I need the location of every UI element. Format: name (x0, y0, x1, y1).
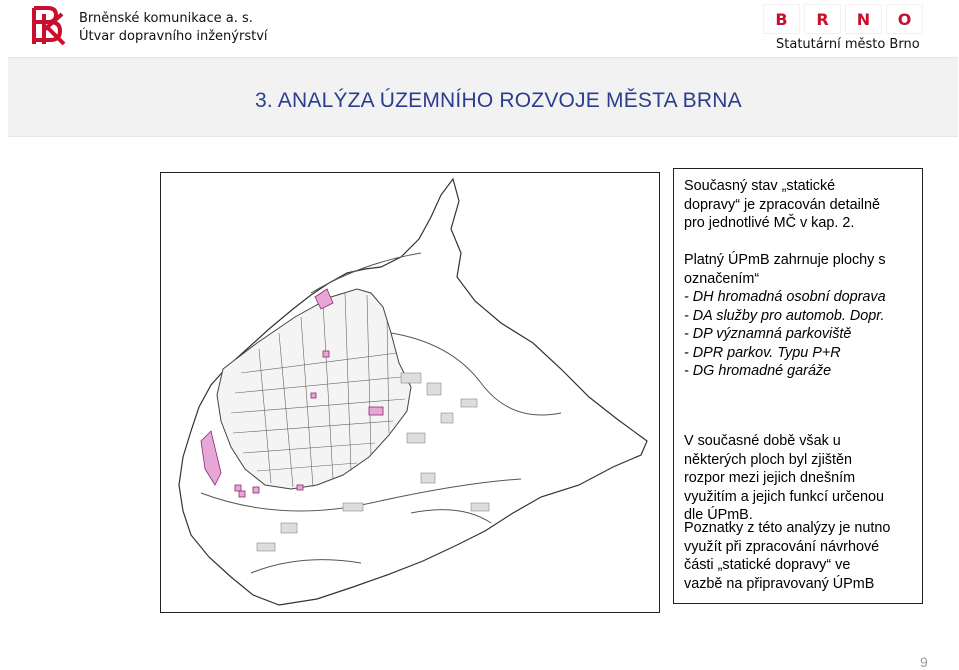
city-district-map (161, 173, 659, 612)
parking-area (297, 485, 303, 490)
text-line: Platný ÚPmB zahrnuje plochy s (684, 252, 886, 268)
paragraph-conclusion (684, 519, 920, 593)
text-line: Současný stav „statické (684, 178, 836, 194)
brno-logo (763, 4, 923, 34)
parking-area (235, 485, 241, 491)
area-code-item: - DA služby pro automob. Dopr. (684, 307, 885, 324)
text-line: některých ploch byl zjištěn (684, 451, 852, 468)
text-line: V současné době však u (684, 433, 841, 449)
info-text-box (673, 168, 923, 604)
area-code-item: - DP významná parkoviště (684, 326, 852, 342)
paragraph-upmb-areas (684, 251, 920, 381)
organization-name (79, 10, 268, 46)
city-name: Statutární město Brno (776, 37, 920, 52)
text-line: označením“ (684, 270, 760, 287)
paragraph-discrepancy (684, 432, 920, 525)
text-line: využitím a jejich funkcí určenou (684, 488, 884, 505)
page-number: 9 (920, 654, 928, 670)
brno-letter-b: B (763, 4, 800, 34)
text-line: využít při zpracování návrhové (684, 538, 880, 555)
text-line: dle ÚPmB. (684, 507, 753, 523)
bkom-logo-icon (28, 4, 70, 46)
text-line: pro jednotlivé MČ v kap. 2. (684, 215, 855, 231)
brno-letter-r: R (804, 4, 841, 34)
area-code-item: - DPR parkov. Typu P+R (684, 344, 841, 361)
slide-title: 3. ANALÝZA ÚZEMNÍHO ROZVOJE MĚSTA BRNA (255, 89, 742, 112)
parking-area (323, 351, 329, 357)
org-line-2: Útvar dopravního inženýrství (79, 29, 268, 44)
org-line-1: Brněnské komunikace a. s. (79, 11, 253, 26)
area-code-item: - DG hromadné garáže (684, 363, 832, 379)
text-line: části „statické dopravy“ ve (684, 557, 851, 573)
text-line: Poznatky z této analýzy je nutno (684, 520, 891, 536)
brno-letter-n: N (845, 4, 882, 34)
text-line: rozpor mezi jejich dnešním (684, 470, 856, 486)
paragraph-current-state (684, 177, 920, 233)
parking-area (253, 487, 259, 493)
text-line: vazbě na připravovaný ÚPmB (684, 575, 875, 592)
text-line: dopravy“ je zpracován detailně (684, 196, 880, 213)
parking-area (311, 393, 316, 398)
parking-area (369, 407, 383, 415)
brno-letter-o: O (886, 4, 923, 34)
parking-area (239, 491, 245, 497)
map-frame (160, 172, 660, 613)
area-code-item: - DH hromadná osobní doprava (684, 289, 886, 305)
